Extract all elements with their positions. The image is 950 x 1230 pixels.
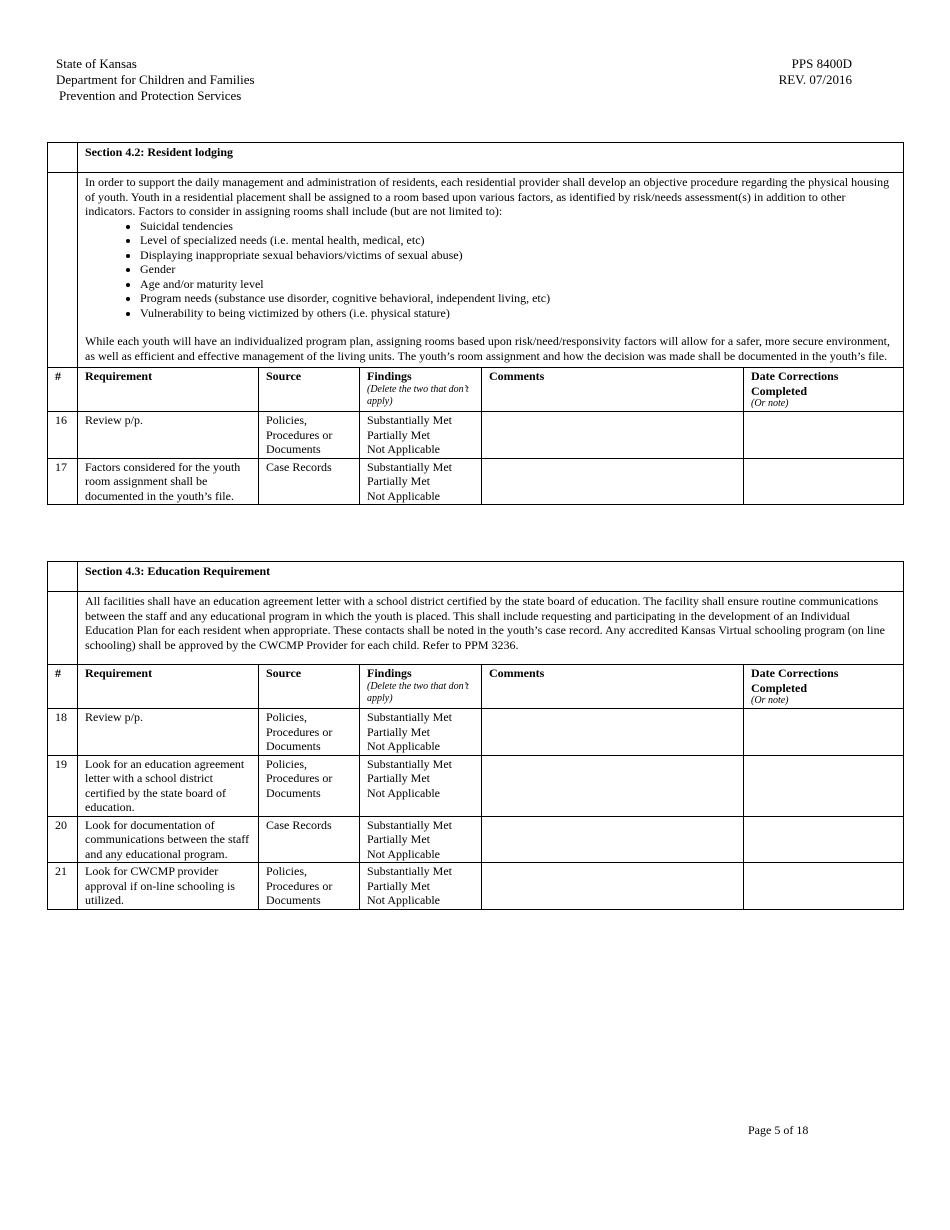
row-number: 18 <box>48 709 78 756</box>
col-num-header: # <box>48 368 78 412</box>
row-number: 19 <box>48 755 78 816</box>
header-division: Prevention and Protection Services <box>59 88 242 103</box>
finding-option: Not Applicable <box>367 893 440 907</box>
table-row <box>48 458 904 505</box>
list-item: • Gender <box>140 262 896 277</box>
date-label: Date Corrections Completed <box>751 369 839 398</box>
row-source: Policies, Procedures or Documents <box>259 709 360 756</box>
list-item: • Vulnerability to being victimized by others (i.e. physical stature) <box>140 306 896 321</box>
row-date-corrections[interactable] <box>744 412 904 459</box>
header-department: Department for Children and Families <box>56 72 255 87</box>
finding-option: Not Applicable <box>367 488 440 503</box>
list-item: • Level of specialized needs (i.e. mental health, medical, etc) <box>140 233 896 248</box>
section-title: Section 4.2: Resident lodging <box>78 143 904 173</box>
row-number: 17 <box>48 458 78 505</box>
findings-label: Findings <box>367 666 412 680</box>
finding-option: Substantially Met <box>367 413 452 427</box>
findings-note: (Delete the two that don’t apply) <box>367 383 469 407</box>
finding-option: Partially Met <box>367 771 430 785</box>
date-note: (Or note) <box>751 398 789 409</box>
finding-option: Partially Met <box>367 832 430 846</box>
row-source: Policies, Procedures or Documents <box>259 412 360 459</box>
table-row <box>48 863 904 910</box>
col-findings-header <box>360 368 482 412</box>
row-date-corrections[interactable] <box>744 458 904 505</box>
section-intro: In order to support the daily management and administration of residents, each residential provider shall develop an objective procedure regarding the physical housing of youth. Youth in a residential placement shall be assigned to a room based upon various factors, as identified by risk/needs assessment(s) in addition to other indicators. Factors to consider in assigning rooms shall include (but are not limited to): <box>85 175 890 218</box>
row-number: 16 <box>48 412 78 459</box>
finding-option: Partially Met <box>367 474 430 488</box>
table-header-row <box>48 368 904 412</box>
row-comments[interactable] <box>482 458 744 505</box>
col-comments-header: Comments <box>482 665 744 709</box>
row-comments[interactable] <box>482 755 744 816</box>
list-item: • Suicidal tendencies <box>140 219 896 234</box>
factor-list <box>85 219 896 321</box>
row-date-corrections[interactable] <box>744 816 904 863</box>
table-row <box>48 816 904 863</box>
row-requirement: Look for documentation of communications between the staff and any educational program. <box>78 816 259 863</box>
row-findings[interactable] <box>360 816 482 863</box>
list-item: • Age and/or maturity level <box>140 277 896 292</box>
row-source: Case Records <box>259 458 360 505</box>
row-date-corrections[interactable] <box>744 863 904 910</box>
row-requirement: Factors considered for the youth room assignment shall be documented in the youth’s file. <box>78 458 259 505</box>
row-source: Policies, Procedures or Documents <box>259 863 360 910</box>
header-form-number: PPS 8400D <box>791 56 852 71</box>
row-findings[interactable] <box>360 412 482 459</box>
section-title: Section 4.3: Education Requirement <box>78 562 904 592</box>
finding-option: Partially Met <box>367 427 430 442</box>
finding-option: Substantially Met <box>367 710 452 724</box>
row-findings[interactable] <box>360 709 482 756</box>
finding-option: Substantially Met <box>367 756 452 771</box>
row-source: Policies, Procedures or Documents <box>259 755 360 816</box>
finding-option: Not Applicable <box>367 739 440 753</box>
row-comments[interactable] <box>482 863 744 910</box>
row-number: 21 <box>48 863 78 910</box>
row-comments[interactable] <box>482 816 744 863</box>
header-state: State of Kansas <box>56 56 137 71</box>
date-note: (Or note) <box>751 695 789 706</box>
list-item: • Program needs (substance use disorder, cognitive behavioral, independent living, etc) <box>140 291 896 306</box>
section-closing: While each youth will have an individualized program plan, assigning rooms based upon risk/need/responsivity factors will allow for a safer, more secure environment, as well as efficient and effective management of the living units. The youth’s room assignment and how the decision was made shall be documented in the youth’s file. <box>85 334 890 363</box>
row-requirement: Look for an education agreement letter with a school district certified by the state board of education. <box>78 755 259 816</box>
findings-note: (Delete the two that don’t apply) <box>367 680 469 704</box>
finding-option: Not Applicable <box>367 785 440 800</box>
page-number: Page 5 of 18 <box>748 1123 809 1137</box>
row-number: 20 <box>48 816 78 863</box>
col-comments-header: Comments <box>482 368 744 412</box>
finding-option: Substantially Met <box>367 864 452 878</box>
section-description <box>78 592 904 665</box>
col-requirement-header: Requirement <box>78 665 259 709</box>
row-findings[interactable] <box>360 458 482 505</box>
section-intro: All facilities shall have an education agreement letter with a school district certified by the state board of education. The facility shall ensure routine communications between the staff and any educational program in which the youth is placed. This shall include requesting and participating in the development of an Individual Education Plan for each resident when appropriate. These contacts shall be noted in the youth’s case record. Any accredited Kansas Virtual schooling program (on line schooling) shall be approved by the CWCMP Provider for each child. Refer to PPM 3236. <box>85 594 885 652</box>
col-num-header: # <box>48 665 78 709</box>
row-source: Case Records <box>259 816 360 863</box>
section-description <box>78 173 904 368</box>
finding-option: Not Applicable <box>367 442 440 456</box>
row-requirement: Review p/p. <box>78 412 259 459</box>
col-findings-header <box>360 665 482 709</box>
row-comments[interactable] <box>482 709 744 756</box>
table-row <box>48 412 904 459</box>
col-date-header <box>744 368 904 412</box>
finding-option: Substantially Met <box>367 459 452 474</box>
col-source-header: Source <box>259 665 360 709</box>
table-row <box>48 755 904 816</box>
row-findings[interactable] <box>360 863 482 910</box>
table-row <box>48 709 904 756</box>
header-left <box>56 56 255 104</box>
header-revision: REV. 07/2016 <box>778 72 852 87</box>
section-4-3-table <box>47 561 904 910</box>
row-requirement: Look for CWCMP provider approval if on-line schooling is utilized. <box>78 863 259 910</box>
table-header-row <box>48 665 904 709</box>
finding-option: Not Applicable <box>367 846 440 861</box>
date-label: Date Corrections Completed <box>751 666 839 695</box>
list-item: • Displaying inappropriate sexual behaviors/victims of sexual abuse) <box>140 248 896 263</box>
findings-label: Findings <box>367 369 412 383</box>
row-findings[interactable] <box>360 755 482 816</box>
finding-option: Partially Met <box>367 724 430 739</box>
finding-option: Partially Met <box>367 878 430 893</box>
col-source-header: Source <box>259 368 360 412</box>
col-date-header <box>744 665 904 709</box>
row-comments[interactable] <box>482 412 744 459</box>
col-requirement-header: Requirement <box>78 368 259 412</box>
finding-option: Substantially Met <box>367 817 452 832</box>
section-4-2-table <box>47 142 904 505</box>
row-date-corrections[interactable] <box>744 755 904 816</box>
row-requirement: Review p/p. <box>78 709 259 756</box>
header-right <box>779 56 852 88</box>
row-date-corrections[interactable] <box>744 709 904 756</box>
